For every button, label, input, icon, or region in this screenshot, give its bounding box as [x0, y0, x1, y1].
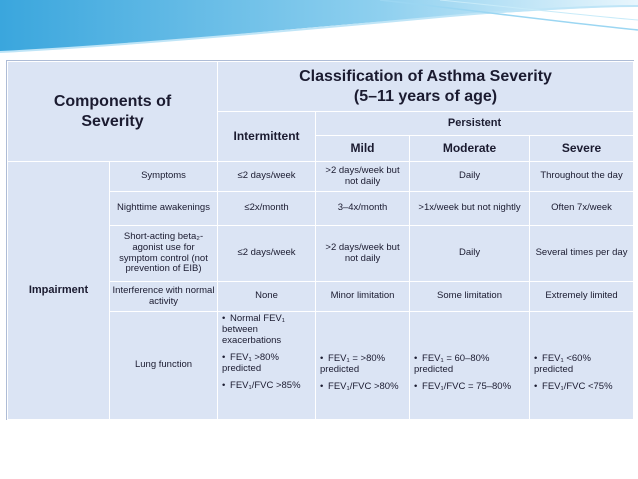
- lung-severe-text-1: FEV₁ <60% predicted: [534, 353, 591, 375]
- lung-moderate-item: • FEV₁/FVC = 75–80%: [414, 380, 512, 392]
- interference-severe: Extremely limited: [530, 282, 634, 312]
- symptoms-label: Symptoms: [110, 162, 218, 192]
- saba-label: Short-acting beta₂-agonist use for symptom control (not prevention of EIB): [110, 226, 218, 282]
- lung-mild: [316, 312, 410, 420]
- nighttime-moderate: >1x/week but not nightly: [410, 192, 530, 226]
- lung-moderate: [410, 312, 530, 420]
- lung-moderate-text-2: FEV₁/FVC = 75–80%: [422, 380, 512, 392]
- components-line2: Severity: [81, 112, 144, 130]
- header-swoosh-decoration: [0, 0, 638, 60]
- interference-label: Interference with normal activity: [110, 282, 218, 312]
- interference-moderate: Some limitation: [410, 282, 530, 312]
- lung-mild-item: • FEV₁/FVC >80%: [320, 380, 399, 392]
- title-line1: Classification of Asthma Severity: [299, 68, 552, 86]
- interference-intermittent: None: [218, 282, 316, 312]
- saba-severe: Several times per day: [530, 226, 634, 282]
- lung-moderate-item: • FEV₁ = 60–80% predicted: [414, 353, 490, 375]
- title-line2: (5–11 years of age): [353, 87, 498, 105]
- mild-header: Mild: [316, 136, 410, 162]
- components-line1: Components of: [53, 93, 172, 111]
- symptoms-intermittent: ≤2 days/week: [218, 162, 316, 192]
- saba-moderate: Daily: [410, 226, 530, 282]
- lung-intermittent-item: • FEV₁ >80% predicted: [222, 351, 279, 374]
- interference-mild: Minor limitation: [316, 282, 410, 312]
- table-title: [218, 62, 634, 112]
- components-of-severity-header: [8, 62, 218, 162]
- symptoms-moderate: Daily: [410, 162, 530, 192]
- lung-severe-item: • FEV₁ <60% predicted: [534, 353, 591, 375]
- lung-intermittent-text-3: FEV₁/FVC >85%: [230, 379, 301, 391]
- lung-function-label: Lung function: [110, 312, 218, 420]
- nighttime-label: Nighttime awakenings: [110, 192, 218, 226]
- nighttime-severe: Often 7x/week: [530, 192, 634, 226]
- impairment-label: Impairment: [8, 162, 110, 420]
- symptoms-mild: >2 days/week but not daily: [316, 162, 410, 192]
- lung-intermittent-text-1: Normal FEV₁ between exacerbations: [222, 313, 285, 346]
- lung-mild-text-2: FEV₁/FVC >80%: [328, 380, 399, 392]
- nighttime-intermittent: ≤2x/month: [218, 192, 316, 226]
- lung-severe-text-2: FEV₁/FVC <75%: [542, 380, 613, 392]
- severe-header: Severe: [530, 136, 634, 162]
- lung-severe: [530, 312, 634, 420]
- lung-moderate-text-1: FEV₁ = 60–80% predicted: [414, 353, 490, 375]
- nighttime-mild: 3–4x/month: [316, 192, 410, 226]
- lung-intermittent-item: • Normal FEV₁ between exacerbations: [222, 313, 285, 346]
- saba-intermittent: ≤2 days/week: [218, 226, 316, 282]
- lung-severe-item: • FEV₁/FVC <75%: [534, 380, 613, 392]
- lung-intermittent-text-2: FEV₁ >80% predicted: [222, 351, 279, 374]
- moderate-header: Moderate: [410, 136, 530, 162]
- lung-intermittent: [218, 312, 316, 420]
- intermittent-header: Intermittent: [218, 112, 316, 162]
- asthma-severity-table: [7, 61, 634, 420]
- persistent-header: Persistent: [316, 112, 634, 136]
- lung-mild-text-1: FEV₁ = >80% predicted: [320, 353, 386, 375]
- lung-mild-item: • FEV₁ = >80% predicted: [320, 353, 386, 375]
- asthma-severity-table-panel: [6, 60, 634, 420]
- symptoms-severe: Throughout the day: [530, 162, 634, 192]
- lung-intermittent-item: • FEV₁/FVC >85%: [222, 379, 301, 391]
- saba-mild: >2 days/week but not daily: [316, 226, 410, 282]
